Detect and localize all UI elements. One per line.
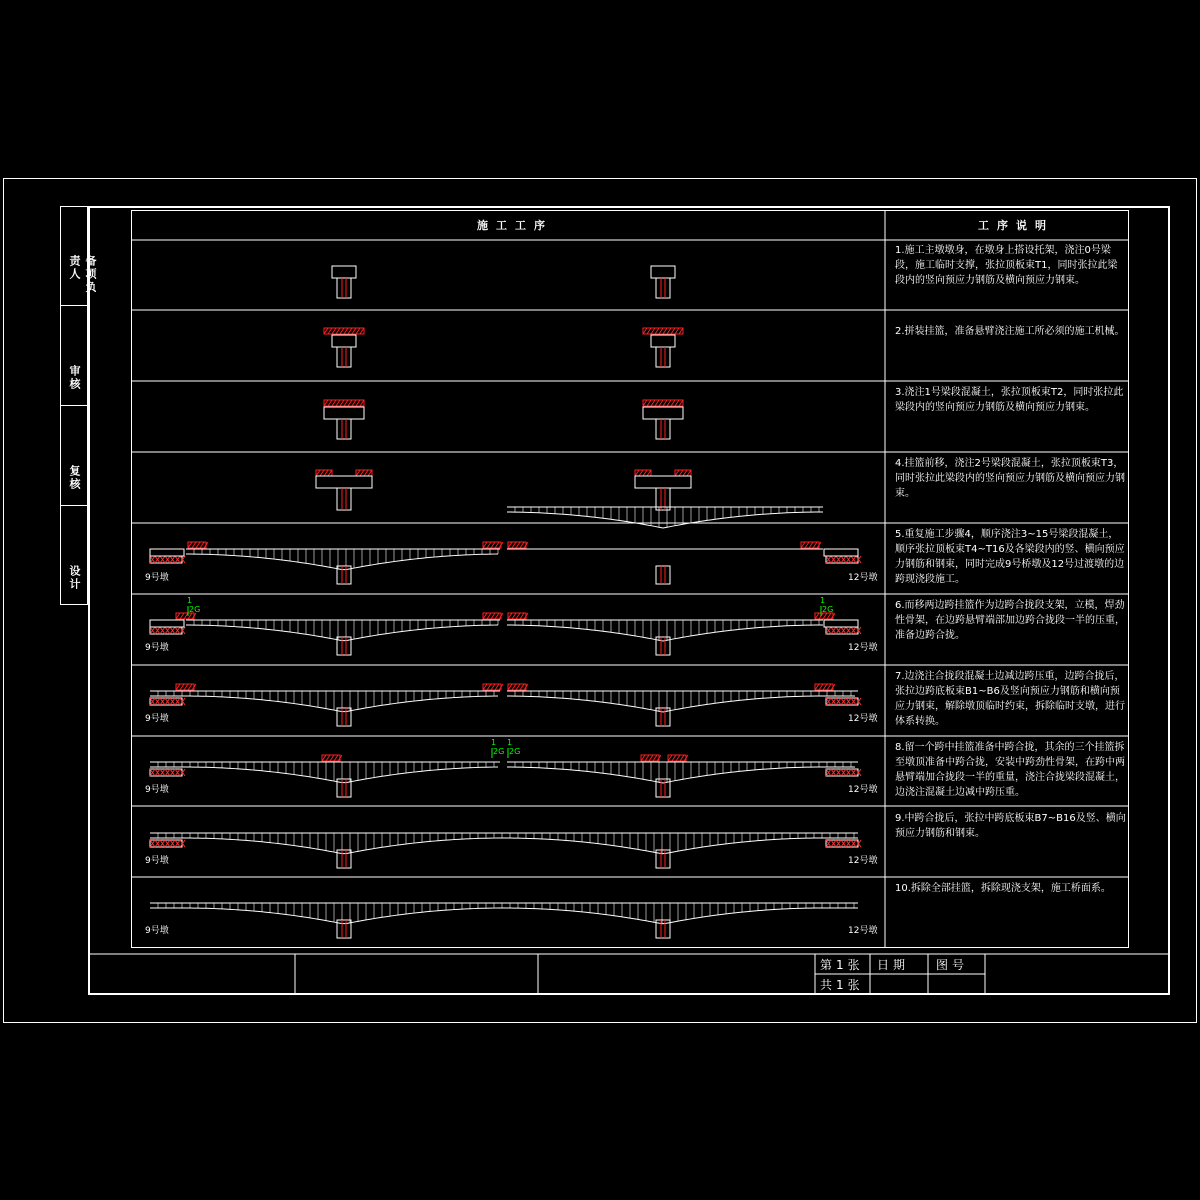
step-8-description: 8.留一个跨中挂篮准备中跨合拢，其余的三个挂篮拆至墩顶准备中跨合拢，安装中跨劲性骨架，在跨中两悬臂端加合拢段一半的重量，浇注合拢梁段混凝土，边浇注混凝土边减中跨压重。 xyxy=(895,742,1125,798)
closure-code-label: 2G xyxy=(493,747,505,756)
girder-bottom-line xyxy=(507,696,855,712)
traveler-truss xyxy=(336,400,340,406)
traveler-truss xyxy=(823,684,827,690)
traveler-truss xyxy=(675,470,679,476)
closure-side-label: 1 xyxy=(187,596,193,605)
traveler-truss xyxy=(679,400,683,406)
signature-label: 备项负责人 xyxy=(68,255,97,294)
pier-shaft xyxy=(337,278,351,298)
pier xyxy=(656,278,670,298)
end-support xyxy=(150,769,185,776)
traveler-truss xyxy=(188,542,192,548)
traveler-truss xyxy=(809,542,813,548)
traveler-truss xyxy=(487,542,491,548)
traveler-truss xyxy=(491,684,495,690)
traveler-truss xyxy=(647,400,651,406)
pier-shaft xyxy=(656,278,670,298)
traveler-truss xyxy=(487,613,491,619)
pier-head-segment xyxy=(332,335,356,347)
pier-label-right: 12号墩 xyxy=(848,643,878,653)
traveler-truss xyxy=(813,542,817,548)
traveler-truss xyxy=(668,755,672,761)
title-block xyxy=(90,954,1168,994)
traveler-truss xyxy=(324,470,328,476)
box-girder xyxy=(150,903,858,924)
pier xyxy=(656,419,670,439)
pier-label-right: 12号墩 xyxy=(848,785,878,795)
traveler-truss xyxy=(680,755,684,761)
box-girder xyxy=(150,762,500,783)
traveler-truss xyxy=(643,470,647,476)
pier-label-left: 9号墩 xyxy=(145,643,169,653)
traveler-truss xyxy=(483,542,487,548)
table-grid xyxy=(90,210,1168,993)
step-10-description: 10.拆除全部挂篮，拆除现浇支架，施工桥面系。 xyxy=(895,883,1111,894)
traveler-truss xyxy=(495,613,499,619)
form-traveler xyxy=(641,755,661,761)
step-3-description: 3.浇注1号梁段混凝土，张拉顶板束T2，同时张拉此梁段内的竖向预应力钢筋及横向预应力钢束。 xyxy=(895,387,1124,413)
pier xyxy=(337,278,351,298)
traveler-truss xyxy=(520,684,524,690)
traveler-truss xyxy=(340,400,344,406)
traveler-truss xyxy=(180,613,184,619)
traveler-truss xyxy=(815,684,819,690)
step-9-description: 9.中跨合拢后，张拉中跨底板束B7~B16及竖、横向预应力钢筋和钢束。 xyxy=(895,813,1126,839)
side-span-segment xyxy=(824,549,858,556)
pier xyxy=(337,419,351,439)
step-2-description: 2.拼装挂篮，准备悬臂浇注施工所必须的施工机械。 xyxy=(895,326,1125,337)
pier-label-right: 12号墩 xyxy=(848,856,878,866)
traveler-truss xyxy=(643,400,647,406)
box-girder xyxy=(507,691,858,712)
step-1-description: 1.施工主墩墩身，在墩身上搭设托架，浇注0号梁段，施工临时支撑，张拉顶板束T1，同时张拉此梁段内的竖向预应力钢筋及横向预应力钢束。 xyxy=(895,245,1118,286)
traveler-truss xyxy=(322,755,326,761)
bridge-diagrams xyxy=(145,266,877,938)
form-traveler xyxy=(316,470,332,476)
traveler-truss xyxy=(516,613,520,619)
header-step-description: 工序说明 xyxy=(978,219,1054,232)
pier xyxy=(337,488,351,510)
side-span-segment xyxy=(150,620,184,627)
traveler-truss xyxy=(495,684,499,690)
traveler-truss xyxy=(330,755,334,761)
closure-code-label: 2G xyxy=(822,605,834,614)
form-traveler xyxy=(483,542,503,548)
traveler-truss xyxy=(356,400,360,406)
traveler-truss xyxy=(512,684,516,690)
step-7-description: 7.边浇注合拢段混凝土边减边跨压重，边跨合拢后，张拉边跨底板束B1~B6及竖向预应力钢筋和横向预应力钢束，解除墩顶临时约束，拆除临时支墩，进行体系转换。 xyxy=(895,671,1125,727)
traveler-truss xyxy=(671,400,675,406)
closure-side-label: 1 xyxy=(491,738,497,747)
side-span-segment xyxy=(150,549,184,556)
traveler-truss xyxy=(512,613,516,619)
traveler-truss xyxy=(192,542,196,548)
box-girder xyxy=(507,762,858,783)
traveler-truss xyxy=(348,328,352,334)
traveler-truss xyxy=(176,613,180,619)
form-traveler xyxy=(643,328,683,334)
traveler-truss xyxy=(184,684,188,690)
traveler-truss xyxy=(647,328,651,334)
girder-bottom-line xyxy=(507,767,855,783)
traveler-truss xyxy=(200,542,204,548)
form-traveler xyxy=(508,613,528,619)
traveler-truss xyxy=(352,400,356,406)
traveler-truss xyxy=(188,684,192,690)
form-traveler xyxy=(508,542,528,548)
traveler-truss xyxy=(328,470,332,476)
pier-shaft xyxy=(337,347,351,367)
traveler-truss xyxy=(196,542,200,548)
traveler-truss xyxy=(651,400,655,406)
pier-head-segment xyxy=(643,407,683,419)
form-traveler xyxy=(675,470,691,476)
sheet-number: 第1张 xyxy=(820,958,864,972)
form-traveler xyxy=(483,613,503,619)
form-traveler xyxy=(801,542,821,548)
traveler-truss xyxy=(805,542,809,548)
pier-label-right: 12号墩 xyxy=(848,926,878,936)
traveler-truss xyxy=(316,470,320,476)
traveler-truss xyxy=(643,328,647,334)
traveler-truss xyxy=(675,400,679,406)
sheet-total: 共1张 xyxy=(820,978,864,992)
pier-label-left: 9号墩 xyxy=(145,926,169,936)
traveler-truss xyxy=(520,613,524,619)
girder-bottom-line xyxy=(507,512,823,528)
traveler-truss xyxy=(360,400,364,406)
pier-label-right: 12号墩 xyxy=(848,573,878,583)
step-5-description: 5.重复施工步骤4，顺序浇注3~15号梁段混凝土，顺序张拉顶板束T4~T16及各梁段内的竖、横向预应力钢筋和钢束，同时完成9号桥墩及12号过渡墩的边跨现浇段施工。 xyxy=(895,529,1125,585)
traveler-truss xyxy=(675,328,679,334)
traveler-truss xyxy=(683,470,687,476)
drawing-number-label: 图号 xyxy=(936,958,969,972)
traveler-truss xyxy=(491,613,495,619)
traveler-truss xyxy=(655,328,659,334)
traveler-truss xyxy=(671,328,675,334)
form-traveler xyxy=(324,328,364,334)
closure-code-label: 2G xyxy=(189,605,201,614)
traveler-truss xyxy=(368,470,372,476)
pier-shaft xyxy=(656,566,670,584)
form-traveler xyxy=(643,400,683,406)
closure-side-label: 1 xyxy=(820,596,826,605)
traveler-truss xyxy=(516,542,520,548)
traveler-truss xyxy=(356,328,360,334)
traveler-truss xyxy=(320,470,324,476)
traveler-truss xyxy=(641,755,645,761)
traveler-truss xyxy=(326,755,330,761)
pier xyxy=(337,347,351,367)
traveler-truss xyxy=(679,470,683,476)
signature-label: 设计 xyxy=(68,565,81,591)
traveler-truss xyxy=(332,400,336,406)
traveler-truss xyxy=(645,755,649,761)
pier-head-segment xyxy=(651,266,675,278)
traveler-truss xyxy=(649,755,653,761)
girder-bottom-line xyxy=(150,908,858,924)
side-span-segment xyxy=(824,620,858,627)
pier-head-segment xyxy=(324,407,364,419)
traveler-truss xyxy=(340,328,344,334)
traveler-truss xyxy=(676,755,680,761)
end-support xyxy=(826,556,861,563)
end-support xyxy=(150,840,185,847)
traveler-truss xyxy=(491,542,495,548)
traveler-truss xyxy=(508,613,512,619)
traveler-truss xyxy=(495,542,499,548)
end-support xyxy=(826,769,861,776)
pier-shaft xyxy=(337,488,351,510)
form-traveler xyxy=(668,755,688,761)
form-traveler xyxy=(635,470,651,476)
signature-label: 复核 xyxy=(68,465,81,491)
traveler-truss xyxy=(512,542,516,548)
traveler-truss xyxy=(360,328,364,334)
date-label: 日期 xyxy=(877,958,910,972)
traveler-truss xyxy=(663,328,667,334)
pier-head-segment xyxy=(635,476,691,488)
pier-label-left: 9号墩 xyxy=(145,714,169,724)
traveler-truss xyxy=(827,684,831,690)
traveler-truss xyxy=(679,328,683,334)
traveler-truss xyxy=(667,328,671,334)
box-girder xyxy=(186,620,500,641)
pier-label-left: 9号墩 xyxy=(145,856,169,866)
box-girder xyxy=(150,691,500,712)
traveler-truss xyxy=(184,613,188,619)
traveler-truss xyxy=(334,755,338,761)
traveler-truss xyxy=(659,328,663,334)
signature-label: 审核 xyxy=(68,365,81,391)
end-support xyxy=(826,840,861,847)
traveler-truss xyxy=(801,542,805,548)
traveler-truss xyxy=(639,470,643,476)
end-support xyxy=(150,556,185,563)
traveler-truss xyxy=(508,684,512,690)
end-support xyxy=(150,698,185,705)
traveler-truss xyxy=(328,328,332,334)
girder-bottom-line xyxy=(150,838,858,854)
form-traveler xyxy=(176,684,196,690)
step-6-description: 6.而移两边跨挂篮作为边跨合拢段支架，立模，焊劲性骨架，在边跨悬臂端部加边跨合拢段一半的压重，准备边跨合拢。 xyxy=(895,600,1125,641)
traveler-truss xyxy=(352,328,356,334)
traveler-truss xyxy=(180,684,184,690)
girder-bottom-line xyxy=(150,696,498,712)
traveler-truss xyxy=(516,684,520,690)
traveler-truss xyxy=(348,400,352,406)
traveler-truss xyxy=(483,613,487,619)
pier-head-segment xyxy=(651,335,675,347)
box-girder xyxy=(186,549,500,570)
girder-bottom-line xyxy=(150,767,498,783)
traveler-truss xyxy=(672,755,676,761)
traveler-truss xyxy=(651,328,655,334)
traveler-truss xyxy=(487,684,491,690)
traveler-truss xyxy=(324,328,328,334)
form-traveler xyxy=(483,684,503,690)
end-support xyxy=(826,627,861,634)
box-girder xyxy=(150,833,858,854)
pier-shaft xyxy=(337,419,351,439)
pier-label-left: 9号墩 xyxy=(145,785,169,795)
step-4-description: 4.挂篮前移，浇注2号梁段混凝土，张拉顶板束T3，同时张拉此梁段内的竖向预应力钢筋及横向预应力钢束。 xyxy=(895,458,1125,499)
header-construction-steps: 施工工序 xyxy=(477,219,553,232)
form-traveler xyxy=(322,755,342,761)
closure-code-label: 2G xyxy=(509,747,521,756)
form-traveler xyxy=(356,470,372,476)
pier-head-segment xyxy=(316,476,372,488)
traveler-truss xyxy=(520,542,524,548)
traveler-truss xyxy=(663,400,667,406)
traveler-truss xyxy=(176,684,180,690)
traveler-truss xyxy=(687,470,691,476)
traveler-truss xyxy=(324,400,328,406)
traveler-truss xyxy=(647,470,651,476)
traveler-truss xyxy=(360,470,364,476)
end-support xyxy=(150,627,185,634)
traveler-truss xyxy=(667,400,671,406)
pier xyxy=(656,566,670,584)
traveler-truss xyxy=(328,400,332,406)
pier-shaft xyxy=(656,419,670,439)
traveler-truss xyxy=(635,470,639,476)
traveler-truss xyxy=(653,755,657,761)
traveler-truss xyxy=(815,613,819,619)
traveler-truss xyxy=(344,328,348,334)
pier-label-left: 9号墩 xyxy=(145,573,169,583)
form-traveler xyxy=(324,400,364,406)
traveler-truss xyxy=(364,470,368,476)
form-traveler xyxy=(508,684,528,690)
form-traveler xyxy=(815,684,835,690)
closure-side-label: 1 xyxy=(507,738,513,747)
pier-shaft xyxy=(656,347,670,367)
traveler-truss xyxy=(819,684,823,690)
traveler-truss xyxy=(655,400,659,406)
traveler-truss xyxy=(336,328,340,334)
pier xyxy=(656,347,670,367)
traveler-truss xyxy=(356,470,360,476)
pier-label-right: 12号墩 xyxy=(848,714,878,724)
traveler-truss xyxy=(332,328,336,334)
traveler-truss xyxy=(508,542,512,548)
traveler-truss xyxy=(659,400,663,406)
traveler-truss xyxy=(483,684,487,690)
traveler-truss xyxy=(344,400,348,406)
end-support xyxy=(826,698,861,705)
form-traveler xyxy=(188,542,208,548)
pier-head-segment xyxy=(332,266,356,278)
